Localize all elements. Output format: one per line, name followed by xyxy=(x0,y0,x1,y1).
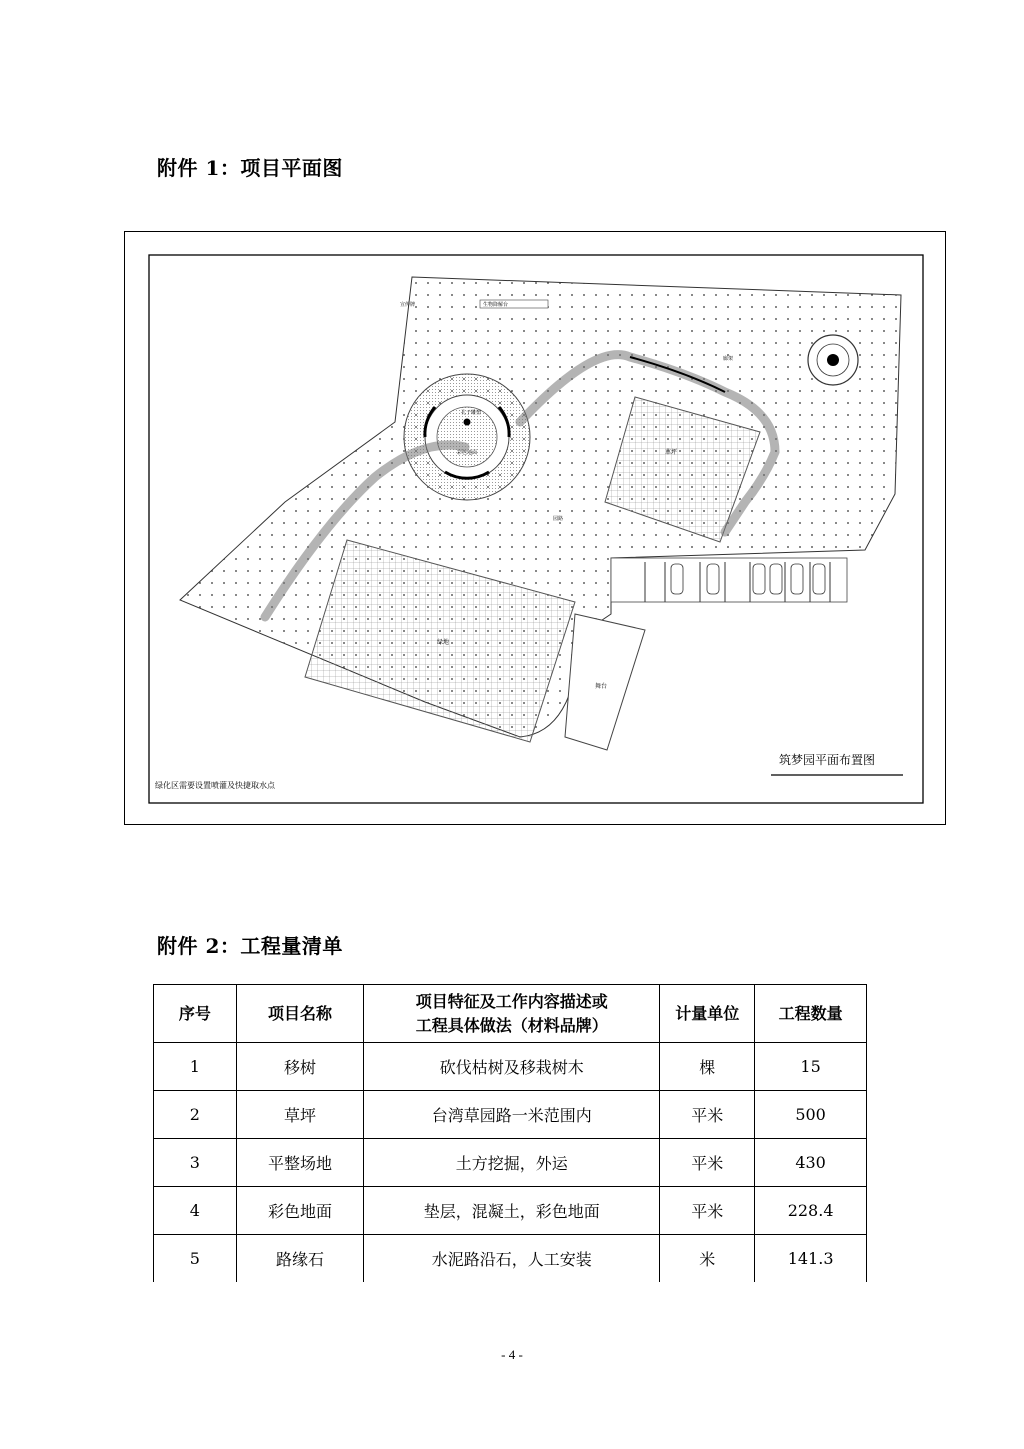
cell-unit: 棵 xyxy=(660,1043,755,1091)
cell-index: 1 xyxy=(154,1043,237,1091)
pavilion-circle xyxy=(808,335,858,385)
cell-unit: 平米 xyxy=(660,1091,755,1139)
top-tag-label: 宣传牌 xyxy=(400,302,416,308)
cell-index: 2 xyxy=(154,1091,237,1139)
cell-item-name: 彩色地面 xyxy=(236,1187,363,1235)
cell-index: 4 xyxy=(154,1187,237,1235)
header-index: 序号 xyxy=(154,985,237,1043)
table-row xyxy=(154,1187,867,1235)
pavilion-label: 廊架 xyxy=(723,356,734,362)
path-label: 园路 xyxy=(553,516,564,522)
header-description-line2: 工程具体做法（材料品牌） xyxy=(415,1015,608,1035)
cell-quantity: 500 xyxy=(755,1091,867,1139)
cell-index: 3 xyxy=(154,1139,237,1187)
table-row xyxy=(154,1043,867,1091)
cell-quantity: 228.4 xyxy=(755,1187,867,1235)
header-description xyxy=(364,985,660,1043)
circular-plaza xyxy=(404,374,530,500)
header-item-name: 项目名称 xyxy=(236,985,363,1043)
site-plan-drawing xyxy=(125,232,947,826)
color-ground-label: 彩色地面 xyxy=(457,450,478,456)
table-header-row xyxy=(154,985,867,1043)
cell-unit: 米 xyxy=(660,1235,755,1283)
table-row xyxy=(154,1139,867,1187)
cell-index: 5 xyxy=(154,1235,237,1283)
cell-quantity: 430 xyxy=(755,1139,867,1187)
header-quantity: 工程数量 xyxy=(755,985,867,1043)
cell-description: 砍伐枯树及移栽树木 xyxy=(364,1043,660,1091)
header-description-line1: 项目特征及工作内容描述或 xyxy=(415,991,608,1011)
table-row xyxy=(154,1091,867,1139)
grass-label: 草坪 xyxy=(665,449,678,456)
attachment-1-heading: 附件 1：项目平面图 xyxy=(157,156,343,180)
table-row xyxy=(154,1235,867,1283)
page-number: - 4 - xyxy=(501,1347,523,1362)
drawing-note: 绿化区需要设置喷灌及快捷取水点 xyxy=(155,781,275,790)
drawing-title: 筑梦园平面布置图 xyxy=(779,753,876,767)
lawn-label: 绿地 xyxy=(437,639,450,646)
stage-outline xyxy=(565,614,645,750)
stage-label: 舞台 xyxy=(595,683,608,690)
cell-quantity: 141.3 xyxy=(755,1235,867,1283)
parking-lot xyxy=(611,558,847,602)
statue-label: 孔子雕塑 xyxy=(461,410,482,416)
header-unit: 计量单位 xyxy=(660,985,755,1043)
attachment-2-heading: 附件 2：工程量清单 xyxy=(157,934,343,958)
cell-description: 台湾草园路一米范围内 xyxy=(364,1091,660,1139)
cell-description: 水泥路沿石，人工安装 xyxy=(364,1235,660,1283)
cell-unit: 平米 xyxy=(660,1187,755,1235)
site-plan-figure xyxy=(124,231,946,825)
cell-item-name: 路缘石 xyxy=(236,1235,363,1283)
cell-quantity: 15 xyxy=(755,1043,867,1091)
cell-unit: 平米 xyxy=(660,1139,755,1187)
cell-item-name: 草坪 xyxy=(236,1091,363,1139)
cell-description: 垫层，混凝土，彩色地面 xyxy=(364,1187,660,1235)
cell-item-name: 平整场地 xyxy=(236,1139,363,1187)
garbage-label: 生物降解台 xyxy=(483,302,509,308)
quantity-table xyxy=(153,984,867,1282)
cell-description: 土方挖掘，外运 xyxy=(364,1139,660,1187)
cell-item-name: 移树 xyxy=(236,1043,363,1091)
